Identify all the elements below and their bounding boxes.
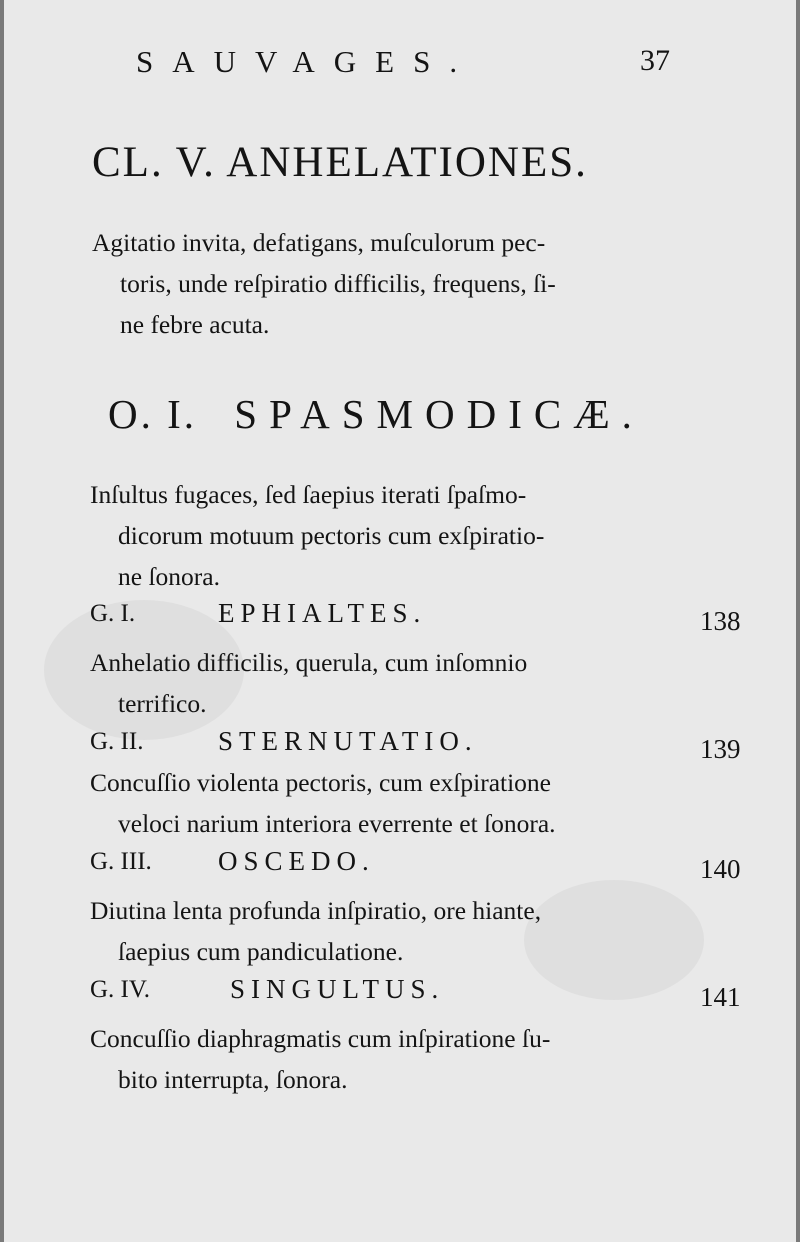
genus-description-line: Concuſſio violenta pectoris, cum exſpiratione xyxy=(90,768,552,797)
genus-number: G. II. xyxy=(90,728,144,755)
genus-name: EPHIALTES. xyxy=(218,598,427,628)
genus-description xyxy=(90,890,541,972)
order-description-line: dicorum motuum pectoris cum exſpiratio- xyxy=(118,521,545,550)
page-number: 37 xyxy=(640,44,670,77)
genus-page-ref: 138 xyxy=(700,606,741,636)
paper-stain xyxy=(524,880,704,1000)
genus-description-line: veloci narium interiora everrente et ſonora. xyxy=(118,809,556,838)
class-heading: CL. V. ANHELATIONES. xyxy=(92,139,588,186)
genus-name: STERNUTATIO. xyxy=(218,726,478,756)
genus-description-line: Concuſſio diaphragmatis cum inſpiratione ſu- xyxy=(90,1024,551,1053)
order-description-line: Inſultus fugaces, ſed ſaepius iterati ſpaſmo- xyxy=(90,480,527,509)
order-number: O. I. xyxy=(108,391,198,437)
order-heading xyxy=(108,390,644,438)
genus-description xyxy=(90,642,527,724)
genus-number: G. I. xyxy=(90,600,136,627)
order-description-line: ne ſonora. xyxy=(118,562,220,591)
order-name: SPASMODICÆ. xyxy=(234,391,644,437)
genus-description-line: terrifico. xyxy=(118,689,207,718)
class-description-line: toris, unde reſpiratio difficilis, frequens, ſi- xyxy=(120,269,556,298)
order-description xyxy=(90,474,544,597)
genus-description-line: bito interrupta, ſonora. xyxy=(118,1065,348,1094)
genus-page-ref: 141 xyxy=(700,982,741,1012)
genus-page-ref: 139 xyxy=(700,734,741,764)
genus-name: OSCEDO. xyxy=(218,846,375,876)
running-head: SAUVAGES. xyxy=(136,44,477,79)
class-description xyxy=(92,222,556,345)
genus-name: SINGULTUS. xyxy=(230,974,445,1004)
genus-description xyxy=(90,1018,550,1100)
class-description-line: ne febre acuta. xyxy=(120,310,270,339)
genus-number: G. IV. xyxy=(90,976,150,1003)
genus-page-ref: 140 xyxy=(700,854,741,884)
genus-description-line: Diutina lenta profunda inſpiratio, ore hiante, xyxy=(90,896,542,925)
genus-number: G. III. xyxy=(90,848,152,875)
genus-description-line: ſaepius cum pandiculatione. xyxy=(118,937,404,966)
book-page xyxy=(4,0,796,1242)
genus-description-line: Anhelatio difficilis, querula, cum inſomnio xyxy=(90,648,528,677)
class-description-line: Agitatio invita, defatigans, muſculorum pec- xyxy=(92,228,546,257)
genus-description xyxy=(90,762,556,844)
